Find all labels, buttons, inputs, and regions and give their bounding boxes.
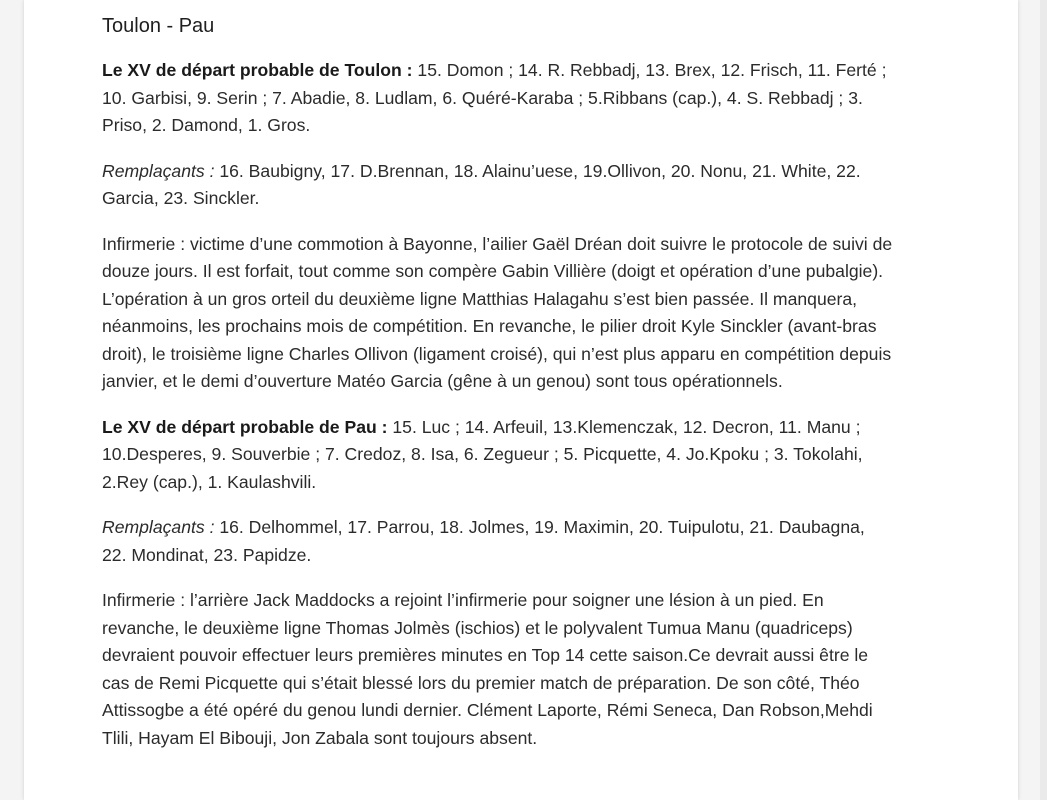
page-edge bbox=[1040, 0, 1047, 800]
pau-subs-label: Remplaçants : bbox=[102, 517, 215, 537]
toulon-subs-label: Remplaçants : bbox=[102, 160, 215, 181]
pau-lineup-text: 15. Luc ; 14. Arfeuil, 13.Klemenczak, 12. Decron, 11. Manu ; 10.Desperes, 9. Souverbie ; 7. Credoz, 8. Isa, 6. Zegueur ; 5. Picquette, 4. Jo.Kpoku ; 3. Tokolahi, 2.Rey (cap.), 1. Kaulashvili. bbox=[102, 416, 863, 492]
article-title: Toulon - Pau bbox=[102, 15, 215, 37]
toulon-subs-text: 16. Baubigny, 17. D.Brennan, 18. Alainu’uese, 19.Ollivon, 20. Nonu, 21. White, 22. Garcia, 23. Sinckler. bbox=[102, 160, 861, 208]
toulon-lineup-label: Le XV de départ probable de Toulon : bbox=[102, 60, 413, 80]
article-body bbox=[102, 12, 894, 770]
pau-lineup-paragraph bbox=[102, 414, 894, 497]
toulon-injuries-paragraph: Infirmerie : victime d’une commotion à Bayonne, l’ailier Gaël Dréan doit suivre le protocole de suivi de douze jours. Il est forfait, tout comme son compère Gabin Villière (doigt et opération d’une pubalgie). L’opération à un gros orteil du deuxième ligne Matthias Halagahu s’est bien passée. Il manquera, néanmoins, les prochains mois de compétition. En revanche, le pilier droit Kyle Sinckler (avant-bras droit), le troisième ligne Charles Ollivon (ligament croisé), qui n’est plus apparu en compétition depuis janvier, et le demi d’ouverture Matéo Garcia (gêne à un genou) sont tous opérationnels. bbox=[102, 233, 893, 391]
pau-injuries-paragraph: Infirmerie : l’arrière Jack Maddocks a rejoint l’infirmerie pour soigner une lésion à un pied. En revanche, le deuxième ligne Thomas Jolmès (ischios) et le polyvalent Tumua Manu (quadriceps) devraient pouvoir effectuer leurs premières minutes en Top 14 cette saison.Ce devrait aussi être le cas de Remi Picquette qui s’était blessé lors du premier match de préparation. De son côté, Théo Attissogbe a été opéré du genou lundi dernier. Clément Laporte, Rémi Seneca, Dan Robson,Mehdi Tlili, Hayam El Bibouji, Jon Zabala sont toujours absent. bbox=[102, 590, 873, 748]
toulon-lineup-paragraph bbox=[102, 57, 894, 140]
toulon-lineup-text: 15. Domon ; 14. R. Rebbadj, 13. Brex, 12. Frisch, 11. Ferté ; 10. Garbisi, 9. Serin ; 7. Abadie, 8. Ludlam, 6. Quéré-Karaba ; 5.Ribbans (cap.), 4. S. Rebbadj ; 3. Priso, 2. Damond, 1. Gros. bbox=[102, 60, 887, 135]
pau-subs-text: 16. Delhommel, 17. Parrou, 18. Jolmes, 19. Maximin, 20. Tuipulotu, 21. Daubagna, 22. Mondinat, 23. Papidze. bbox=[102, 517, 865, 565]
pau-subs-paragraph bbox=[102, 514, 894, 569]
pau-lineup-label: Le XV de départ probable de Pau : bbox=[102, 416, 388, 437]
toulon-subs-paragraph bbox=[102, 158, 894, 213]
